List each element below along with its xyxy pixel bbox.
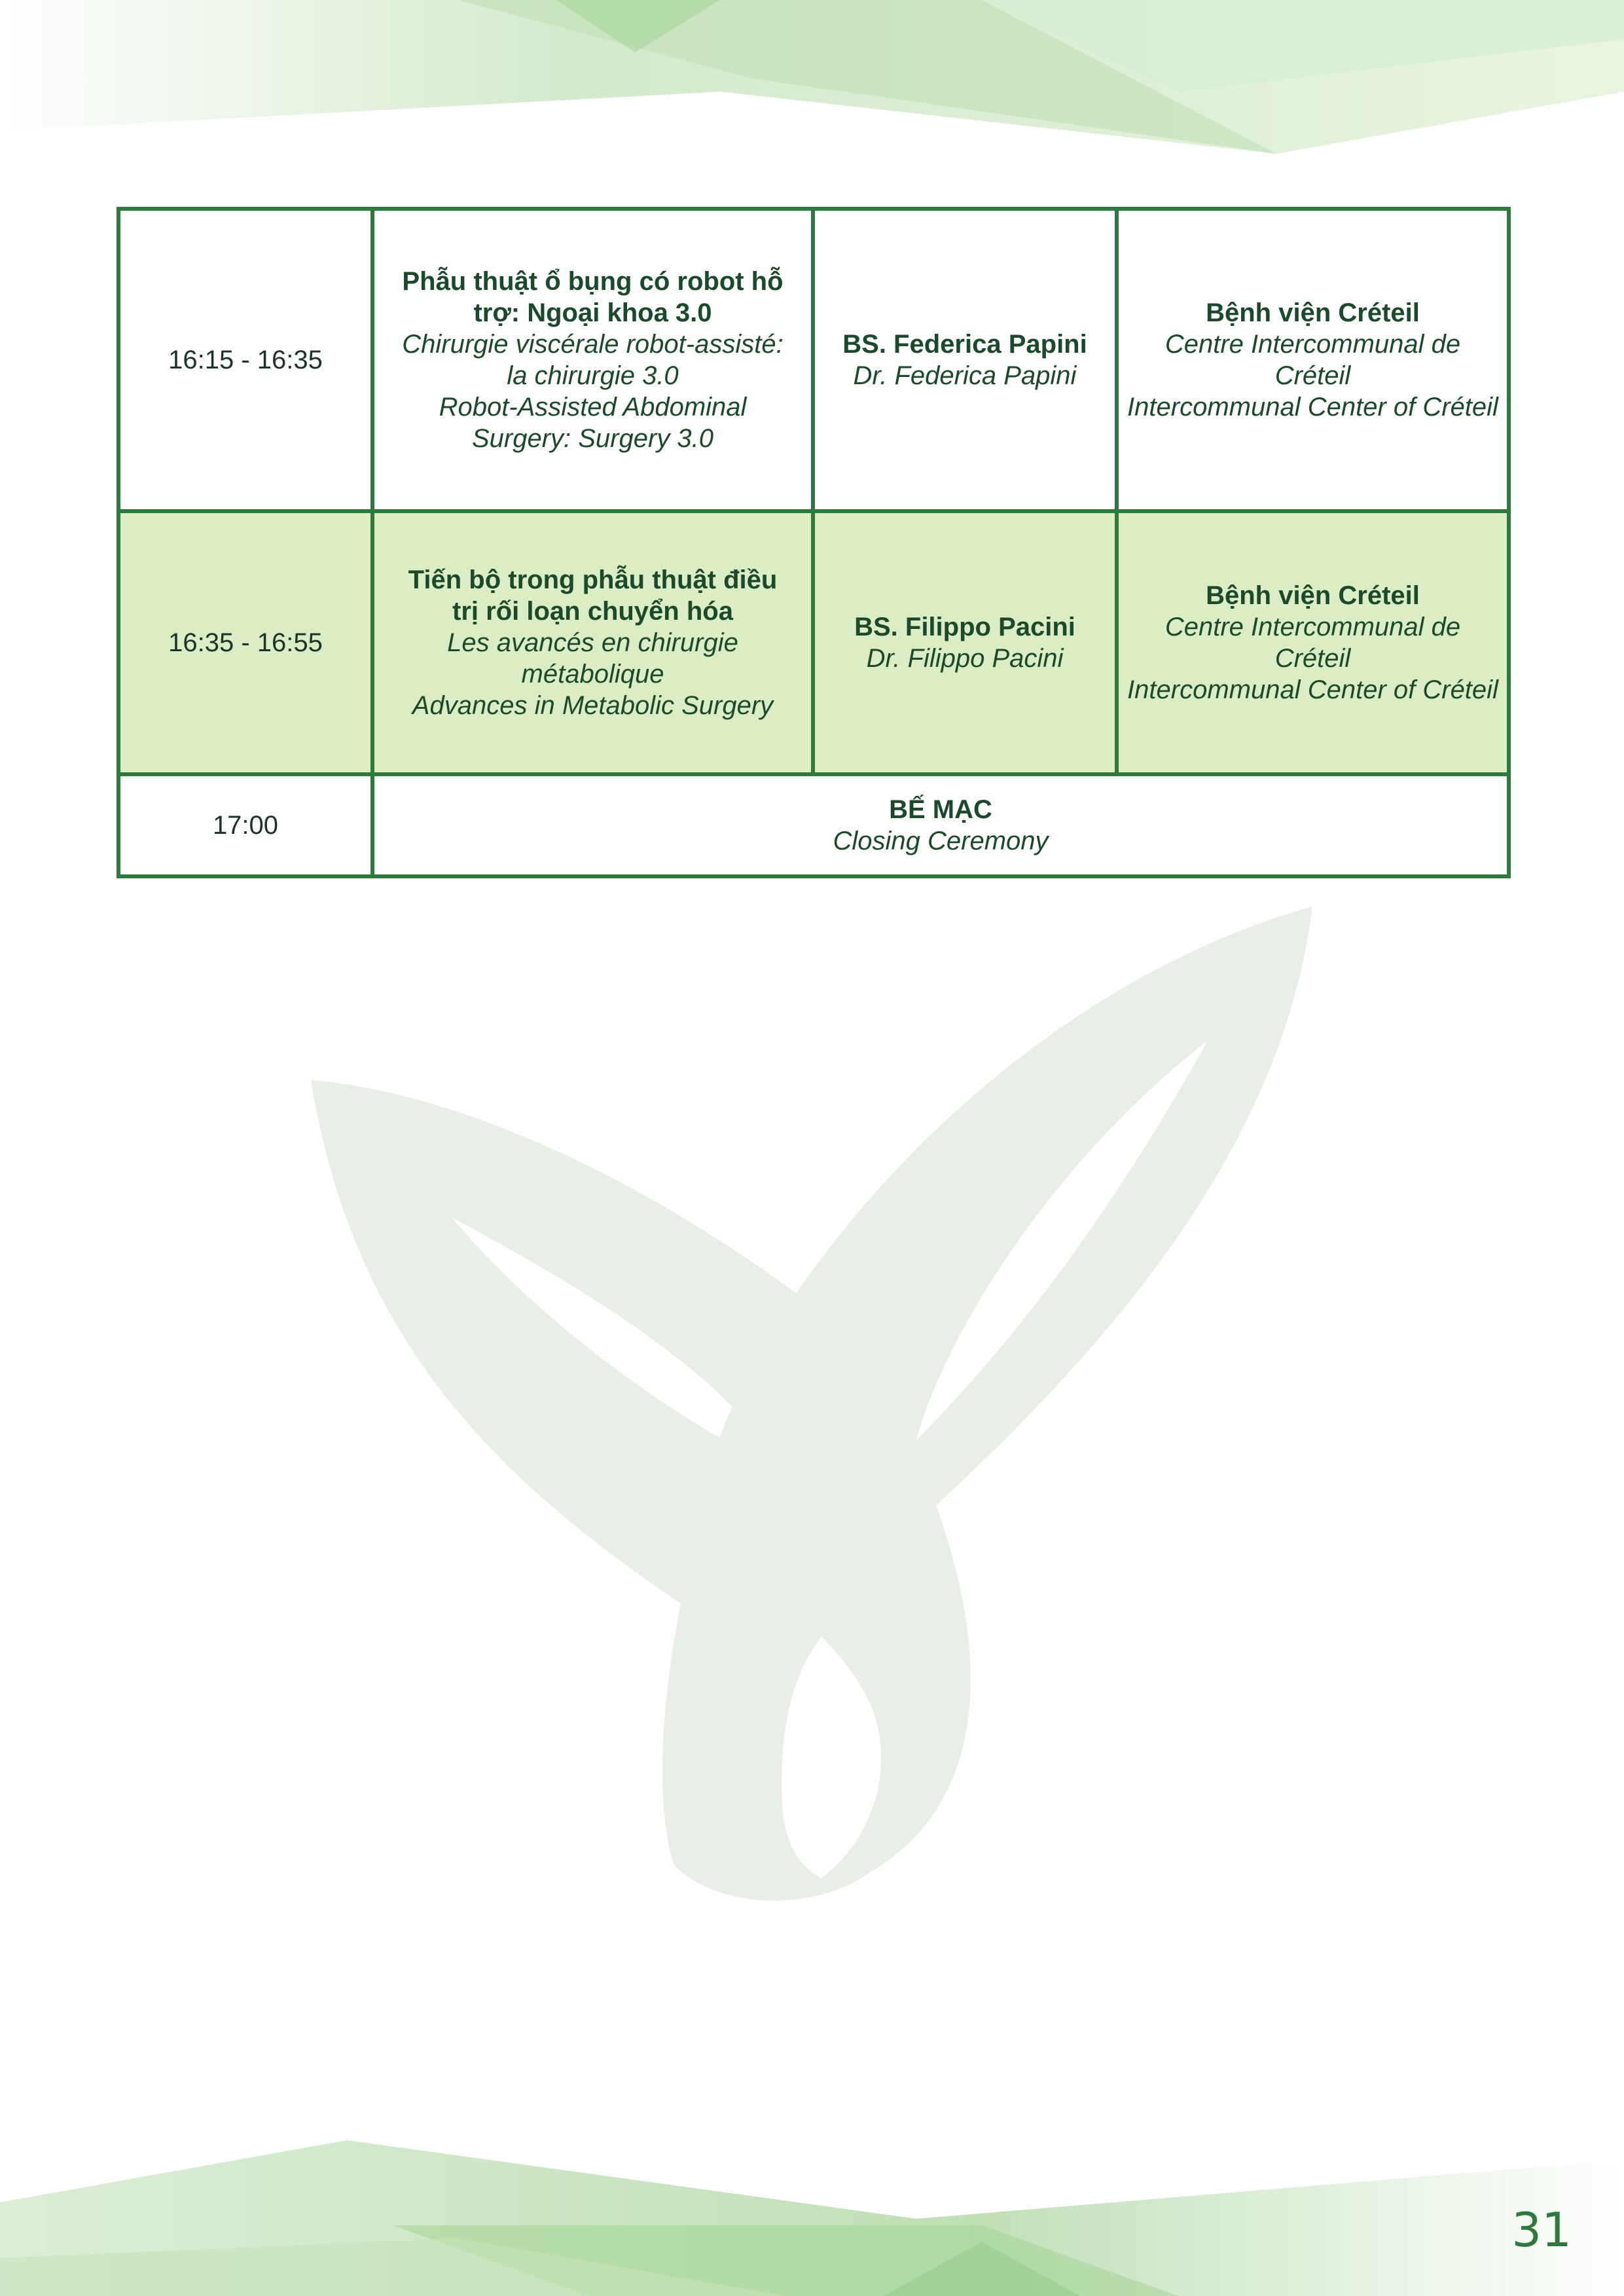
leaf-watermark [311, 906, 1312, 1901]
topic-en: Advances in Metabolic Surgery [412, 691, 774, 720]
time-text: 17:00 [212, 811, 279, 840]
table-row [118, 209, 1509, 511]
time-cell [118, 209, 372, 511]
speaker-cell [813, 209, 1117, 511]
speaker-en: Dr. Federica Papini [853, 361, 1077, 390]
hospital-vn: Bệnh viện Créteil [1206, 298, 1420, 327]
topic-vn: Phẫu thuật ổ bụng có robot hỗ trợ: Ngoại khoa 3.0 [402, 267, 784, 327]
speaker-en: Dr. Filippo Pacini [866, 644, 1064, 673]
time-cell [118, 774, 372, 876]
closing-title-en: Closing Ceremony [833, 827, 1049, 855]
closing-title-vn: BẾ MẠC [889, 795, 992, 824]
page-number: 31 [1511, 2202, 1572, 2257]
speaker-vn: BS. Federica Papini [842, 330, 1087, 359]
time-cell [118, 511, 372, 774]
hospital-en: Intercommunal Center of Créteil [1127, 675, 1498, 704]
topic-vn: Tiến bộ trong phẫu thuật điều trị rối loạn chuyển hóa [408, 565, 778, 626]
table-row [118, 511, 1509, 774]
time-text: 16:15 - 16:35 [168, 346, 323, 374]
speaker-cell [813, 511, 1117, 774]
topic-cell [372, 511, 813, 774]
closing-row [118, 774, 1509, 876]
hospital-vn: Bệnh viện Créteil [1206, 581, 1420, 610]
topic-en: Robot-Assisted Abdominal Surgery: Surgery 3.0 [439, 393, 747, 453]
hospital-cell [1117, 511, 1509, 774]
topic-fr: Les avancés en chirurgie métabolique [447, 628, 738, 689]
hospital-fr: Centre Intercommunal de Créteil [1164, 330, 1461, 390]
bottom-banner [0, 2140, 1624, 2296]
topic-fr: Chirurgie viscérale robot-assisté: la chirurgie 3.0 [402, 330, 784, 390]
closing-cell [372, 774, 1509, 876]
hospital-cell [1117, 209, 1509, 511]
schedule-table [117, 207, 1511, 878]
speaker-vn: BS. Filippo Pacini [854, 613, 1075, 641]
top-banner [0, 0, 1624, 154]
hospital-fr: Centre Intercommunal de Créteil [1164, 613, 1461, 673]
time-text: 16:35 - 16:55 [168, 628, 323, 657]
hospital-en: Intercommunal Center of Créteil [1127, 393, 1498, 422]
topic-cell [372, 209, 813, 511]
